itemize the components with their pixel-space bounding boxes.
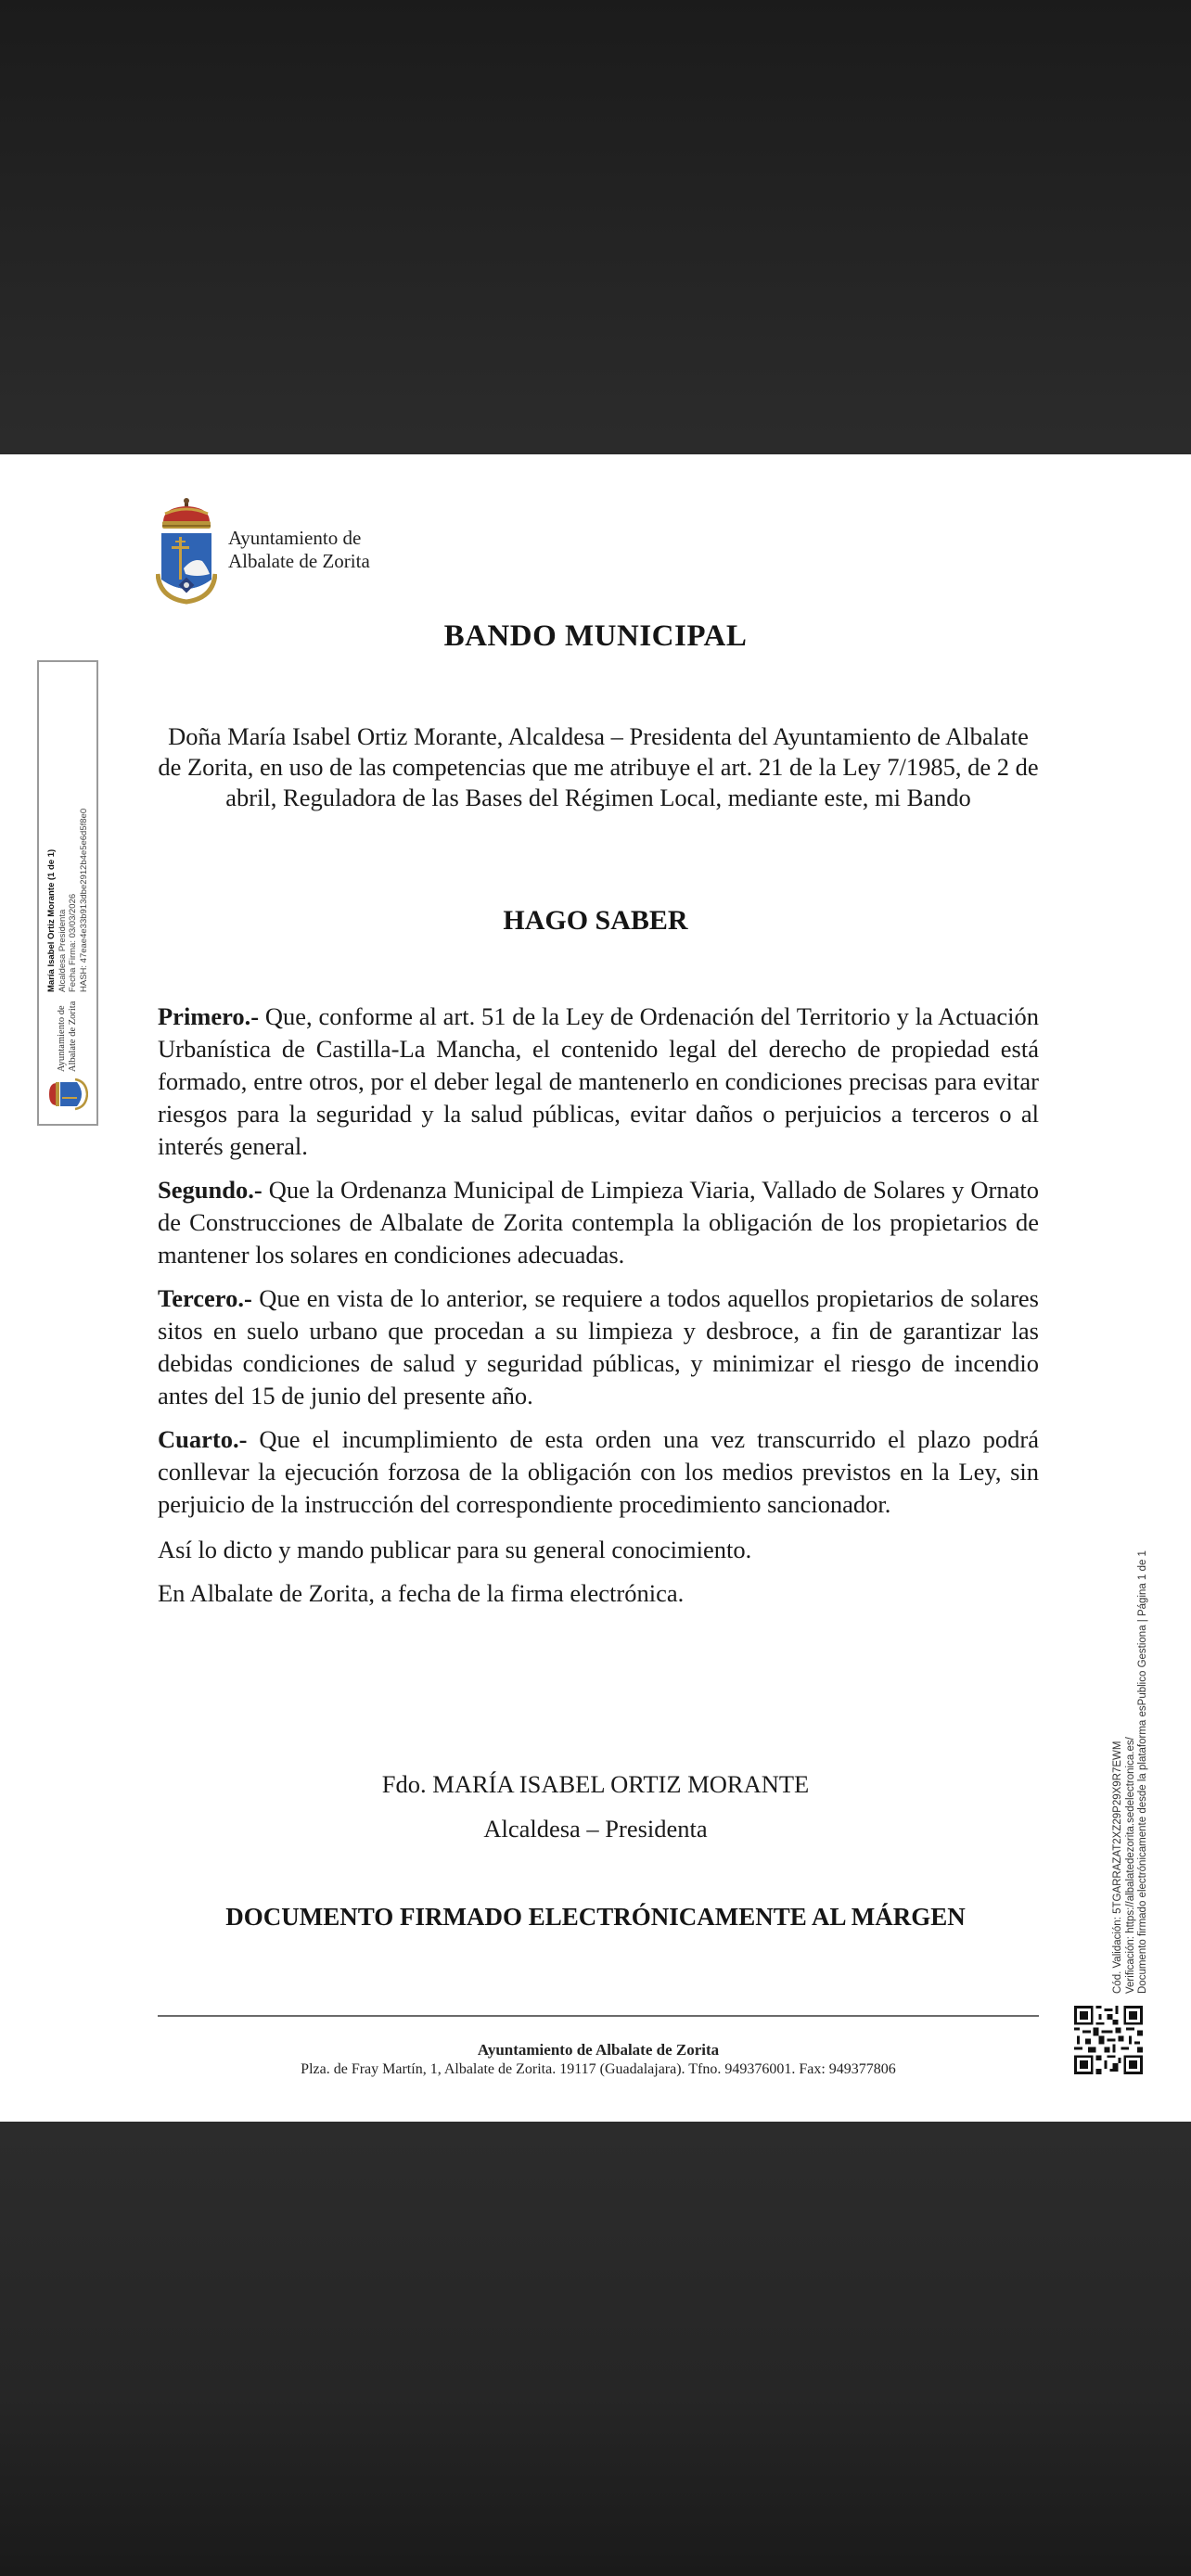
signature-name: Fdo. MARÍA ISABEL ORTIZ MORANTE bbox=[381, 1770, 810, 1798]
stamp-crest-icon bbox=[47, 1078, 88, 1111]
paragraph-text: Que el incumplimiento de esta orden una vez transcurrido el plazo podrá conllevar la ejecución forzosa de la obligación con los medios previstos en la Ley, sin perjuicio de la instrucción del correspondiente procedimiento sancionador. bbox=[158, 1425, 1039, 1518]
coat-of-arms-icon bbox=[156, 498, 217, 605]
closing-line-place-date: En Albalate de Zorita, a fecha de la firma electrónica. bbox=[158, 1579, 685, 1607]
electronic-signature-note: DOCUMENTO FIRMADO ELECTRÓNICAMENTE AL MÁRGEN bbox=[225, 1903, 966, 1931]
qr-code-icon[interactable] bbox=[1074, 2006, 1143, 2074]
page-footer bbox=[158, 2040, 1039, 2079]
signature-stamp bbox=[37, 660, 98, 1126]
logo-org-line1: Ayuntamiento de bbox=[228, 526, 362, 549]
validation-code: Cód. Validación: 5TGARRAZAT2XZ29P29X9R7EWM bbox=[1112, 1741, 1123, 1994]
paragraph-tercero bbox=[158, 1282, 1039, 1412]
logo-org-line2: Albalate de Zorita bbox=[228, 549, 370, 572]
stamp-role: Alcaldesa Presidenta bbox=[57, 909, 68, 992]
stamp-signer: María Isabel Ortiz Morante (1 de 1) bbox=[46, 848, 57, 992]
paragraph-segundo bbox=[158, 1174, 1039, 1271]
document-title: BANDO MUNICIPAL bbox=[443, 619, 748, 653]
footer-divider bbox=[158, 2015, 1039, 2017]
closing-line-publish: Así lo dicto y mando publicar para su general conocimiento. bbox=[158, 1536, 752, 1563]
signature-role: Alcaldesa – Presidenta bbox=[483, 1815, 708, 1843]
footer-org: Ayuntamiento de Albalate de Zorita bbox=[477, 2041, 720, 2059]
paragraph-text: Que en vista de lo anterior, se requiere a todos aquellos propietarios de solares sitos en suelo urbano que procedan a su limpieza y desbroce, a fin de garantizar las debidas condiciones de salud y seguridad públicas, y minimizar el riesgo de incendio antes del 15 de junio del presente año. bbox=[158, 1284, 1039, 1409]
stamp-org-line2: Albalate de Zorita bbox=[68, 1001, 78, 1072]
paragraph-label: Primero.- bbox=[158, 1002, 260, 1030]
stamp-date: Fecha Firma: 03/03/2026 bbox=[68, 893, 78, 992]
paragraph-cuarto bbox=[158, 1423, 1039, 1521]
paragraph-label: Cuarto.- bbox=[158, 1425, 248, 1453]
viewer-background-bottom bbox=[0, 2122, 1191, 2576]
municipal-logo bbox=[156, 498, 370, 605]
paragraph-text: Que, conforme al art. 51 de la Ley de Ordenación del Territorio y la Actuación Urbanística de Castilla-La Mancha, el contenido legal del derecho de propiedad está formado, entre otros, por el deber legal de mantenerlo en condiciones precisas para evitar riesgos para la seguridad y la salud públicas, evitar daños o perjuicios a terceros o al interés general. bbox=[158, 1002, 1039, 1160]
section-heading: HAGO SABER bbox=[503, 905, 688, 936]
stamp-hash: HASH: 47eae4e33b913dbe2912b4e5e6d5f8e0 bbox=[78, 808, 89, 992]
paragraph-label: Segundo.- bbox=[158, 1176, 263, 1204]
paragraph-text: Que la Ordenanza Municipal de Limpieza Viaria, Vallado de Solares y Ornato de Construcciones de Albalate de Zorita contempla la obligación de los propietarios de mantener los solares en condiciones adecuadas. bbox=[158, 1176, 1039, 1269]
intro-paragraph: Doña María Isabel Ortiz Morante, Alcaldesa – Presidenta del Ayuntamiento de Albalate de Zorita, en uso de las competencias que me atribuye el art. 21 de la Ley 7/1985, de 2 de abril, Reguladora de las Bases del Régimen Local, mediante este, mi Bando bbox=[158, 722, 1039, 811]
document-body bbox=[158, 1001, 1039, 1621]
paragraph-primero bbox=[158, 1001, 1039, 1163]
validation-info bbox=[1102, 1493, 1163, 1994]
validation-platform: Documento firmado electrónicamente desde la plataforma esPublico Gestiona | Página 1 de 1 bbox=[1137, 1550, 1148, 1994]
stamp-org-line1: Ayuntamiento de bbox=[57, 1005, 67, 1072]
paragraph-label: Tercero.- bbox=[158, 1284, 252, 1312]
footer-address: Plza. de Fray Martín, 1, Albalate de Zorita. 19117 (Guadalajara). Tfno. 949376001. Fax: 949377806 bbox=[301, 2061, 896, 2077]
validation-url[interactable]: Verificación: https://albalatedezorita.sedelectronica.es/ bbox=[1124, 1737, 1136, 1994]
